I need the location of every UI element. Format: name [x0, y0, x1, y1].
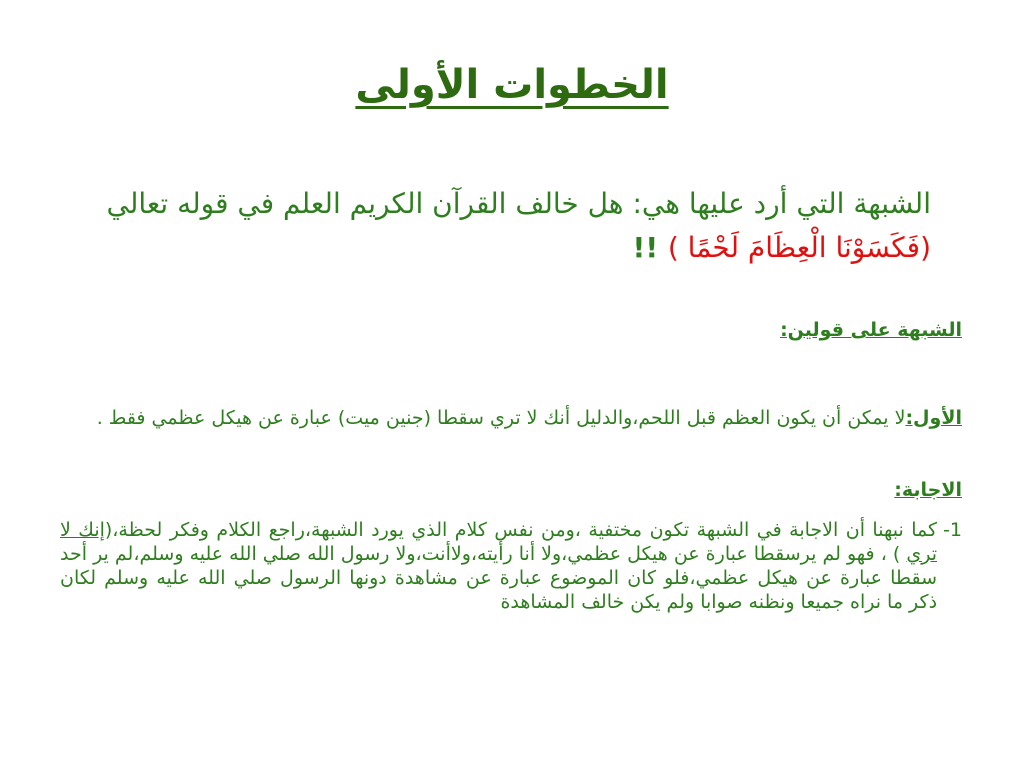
- answer-text-part1: كما نبهنا أن الاجابة في الشبهة تكون مختفية ،ومن نفس كلام الذي يورد الشبهة،راجع الكلام وفكر لحظة،(: [104, 519, 938, 541]
- first-opinion: [60, 406, 962, 430]
- intro-text: الشبهة التي أرد عليها هي: هل خالف القرآن الكريم العلم في قوله تعالي: [106, 187, 931, 220]
- intro-exclamation: !!: [632, 231, 668, 264]
- first-opinion-text: لا يمكن أن يكون العظم قبل اللحم،والدليل أنك لا تري سقطا (جنين ميت) عبارة عن هيكل عظمي فقط .: [96, 407, 906, 429]
- answer-item: [60, 518, 962, 614]
- quran-quote: (فَكَسَوْنَا الْعِظَامَ لَحْمًا ): [667, 231, 931, 264]
- doubt-heading-block: [60, 318, 962, 342]
- doubt-heading: الشبهة على قولين:: [780, 319, 962, 341]
- answer-item-number: 1-: [943, 519, 962, 541]
- slide-title: [0, 62, 1024, 108]
- answer-item-body: [60, 518, 937, 614]
- intro-paragraph: [55, 182, 931, 270]
- slide-title-text: الخطوات الأولى: [355, 62, 669, 108]
- answer-text-part2: ) ، فهو لم يرسقطا عبارة عن هيكل عظمي،ولا أنا رأيته،ولاأنت،ولا رسول الله صلي الله عليه وسلم،لم ير أحد سقطا عبارة عن هيكل عظمي،فلو كان الموضوع عبارة عن مشاهدة دونها الرسول صلي الله عليه وسلم لكان ذكر ما نراه جميعا ونظنه صوابا ولم يكن خالف المشاهدة: [60, 543, 938, 613]
- answer-underlined-phrase: إنك لا تري: [60, 519, 938, 565]
- answer-heading: الاجابة:: [894, 479, 962, 501]
- first-opinion-label: الأول:: [905, 407, 962, 429]
- answer-heading-block: [60, 478, 962, 502]
